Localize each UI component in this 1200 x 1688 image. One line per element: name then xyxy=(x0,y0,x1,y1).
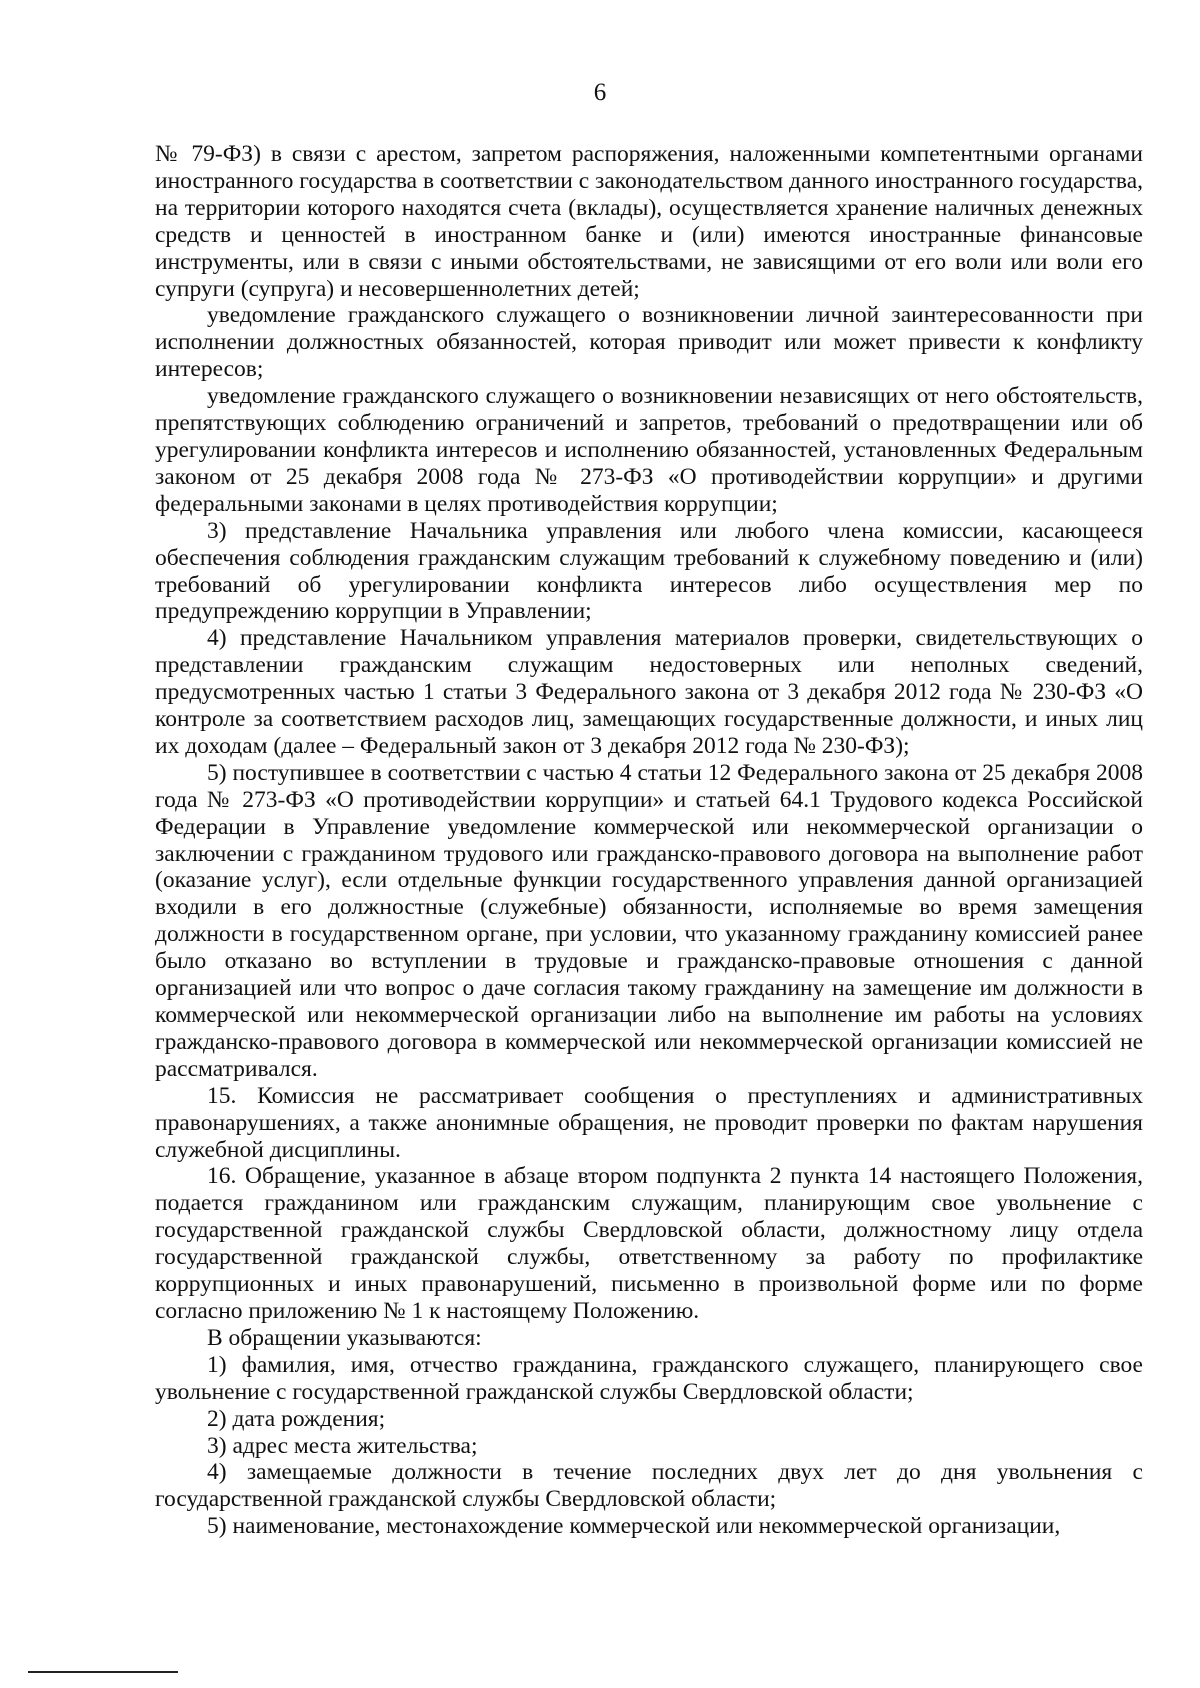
paragraph-notice-circumstances: уведомление гражданского служащего о возникновении независящих от него обстоятельств, препятствующих соблюдению ограничений и запретов, требований о предотвращении или об урегулировании конфликта интересов и исполнению обязанностей, установленных Федеральным законом от 25 декабря 2008 года № 273-ФЗ «О противодействии коррупции» и другими федеральными законами в целях противодействия коррупции; xyxy=(155,383,1143,517)
list-item-3: 3) адрес места жительства; xyxy=(207,1432,478,1459)
page-number: 6 xyxy=(593,79,607,106)
paragraph-clause-15: 15. Комиссия не рассматривает сообщения о преступлениях и административных правонарушениях, а также анонимные обращения, не проводит проверки по фактам нарушения служебной дисциплины. xyxy=(155,1082,1143,1163)
body-text xyxy=(155,141,1143,1540)
list-item-5: 5) наименование, местонахождение коммерческой или некоммерческой организации, xyxy=(207,1513,1061,1540)
paragraph-item-5: 5) поступившее в соответствии с частью 4 статьи 12 Федерального закона от 25 декабря 2008 года № 273-ФЗ «О противодействии коррупции» и статьей 64.1 Трудового кодекса Российской Федерации в Управление уведомление коммерческой или некоммерческой организации о заключении с гражданином трудового или гражданско-правового договора на выполнение работ (оказание услуг), если отдельные функции государственного управления данной организацией входили в его должностные (служебные) обязанности, исполняемые во время замещения должности в государственном органе, при условии, что указанному гражданину комиссией ранее было отказано во вступлении в трудовые и гражданско-правовые отношения с данной организацией или что вопрос о даче согласия такому гражданину на замещение им должности в коммерческой или некоммерческой организации либо на выполнение им работы на условиях гражданско-правового договора в коммерческой или некоммерческой организации комиссией не рассматривался. xyxy=(155,759,1143,1082)
paragraph-appeal-contents: В обращении указываются: xyxy=(207,1324,482,1351)
footer-rule xyxy=(28,1671,178,1673)
paragraph-item-4: 4) представление Начальником управления материалов проверки, свидетельствующих о представлении гражданским служащим недостоверных или неполных сведений, предусмотренных частью 1 статьи 3 Федерального закона от 3 декабря 2012 года № 230-ФЗ «О контроле за соответствием расходов лиц, замещающих государственные должности, и иных лиц их доходам (далее – Федеральный закон от 3 декабря 2012 года № 230-ФЗ); xyxy=(155,625,1143,759)
paragraph-notice-personal-interest: уведомление гражданского служащего о возникновении личной заинтересованности при исполнении должностных обязанностей, которая приводит или может привести к конфликту интересов; xyxy=(155,302,1143,383)
paragraph-item-3: 3) представление Начальника управления или любого члена комиссии, касающееся обеспечения соблюдения гражданским служащим требований к служебному поведению и (или) требований об урегулировании конфликта интересов либо осуществления мер по предупреждению коррупции в Управлении; xyxy=(155,517,1143,625)
paragraph-continuation: № 79-ФЗ) в связи с арестом, запретом распоряжения, наложенными компетентными органами иностранного государства в соответствии с законодательством данного иностранного государства, на территории которого находятся счета (вклады), осуществляется хранение наличных денежных средств и ценностей в иностранном банке и (или) имеются иностранные финансовые инструменты, или в связи с иными обстоятельствами, не зависящими от его воли или воли его супруги (супруга) и несовершеннолетних детей; xyxy=(155,141,1143,302)
paragraph-clause-16: 16. Обращение, указанное в абзаце втором подпункта 2 пункта 14 настоящего Положения, подается гражданином или гражданским служащим, планирующим свое увольнение с государственной гражданской службы Свердловской области, должностному лицу отдела государственной гражданской службы, ответственному за работу по профилактике коррупционных и иных правонарушений, письменно в произвольной форме или по форме согласно приложению № 1 к настоящему Положению. xyxy=(155,1163,1143,1324)
list-item-4: 4) замещаемые должности в течение последних двух лет до дня увольнения с государственной гражданской службы Свердловской области; xyxy=(155,1459,1143,1513)
list-item-1: 1) фамилия, имя, отчество гражданина, гражданского служащего, планирующего свое увольнение с государственной гражданской службы Свердловской области; xyxy=(155,1351,1143,1405)
list-item-2: 2) дата рождения; xyxy=(207,1405,386,1432)
